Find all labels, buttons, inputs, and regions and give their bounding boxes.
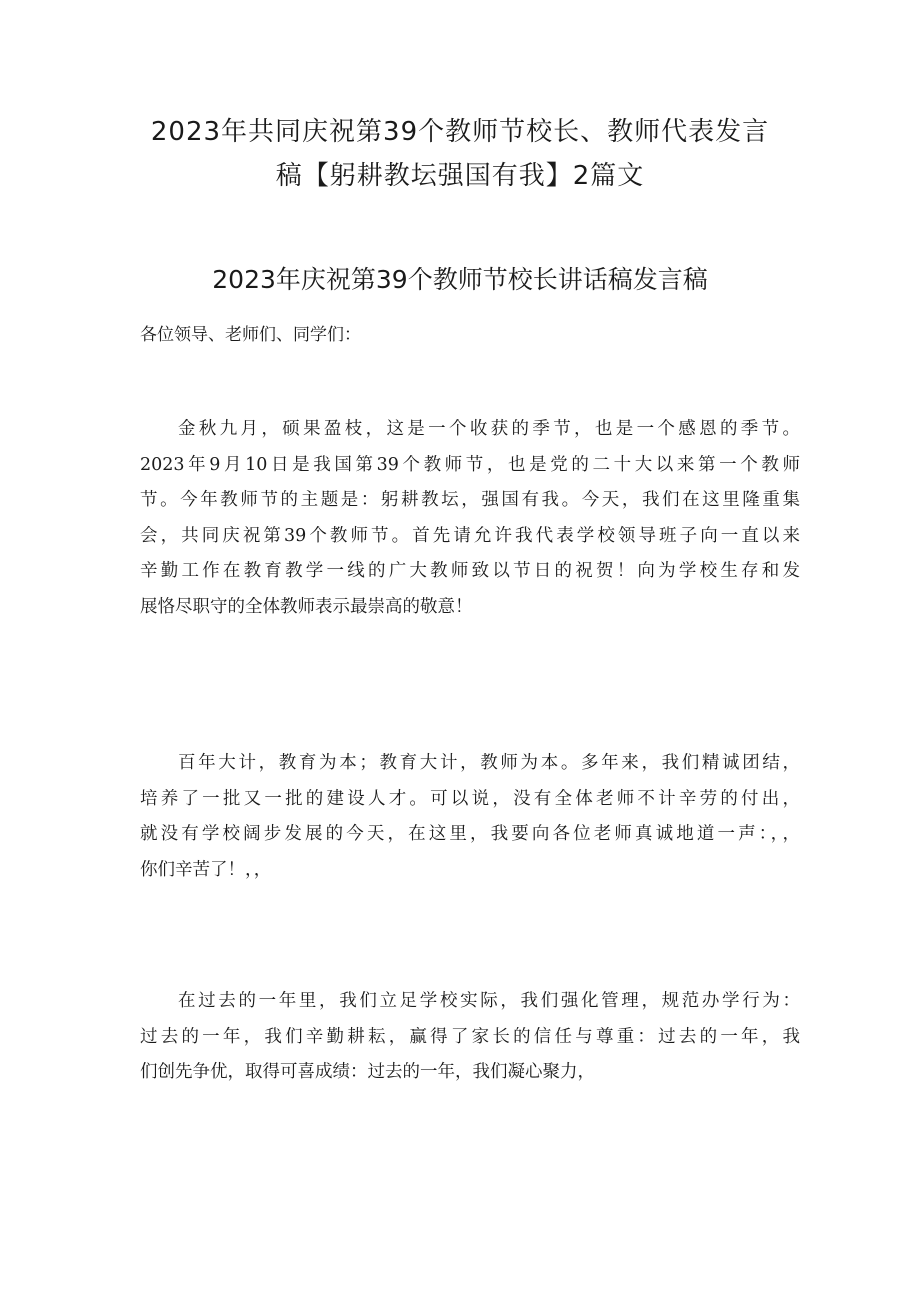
paragraph-line: 在过去的一年里，我们立足学校实际，我们强化管理，规范办学行为：: [178, 991, 800, 1011]
paragraph-line: 节。今年教师节的主题是：躬耕教坛，强国有我。今天，我们在这里隆重集: [140, 490, 800, 510]
paragraph-line: 过去的一年，我们辛勤耕耘，赢得了家长的信任与尊重：过去的一年，我: [140, 1026, 800, 1047]
document-title-line: 2023年共同庆祝第39个教师节校长、教师代表发言: [150, 117, 770, 147]
paragraph-line: 就没有学校阔步发展的今天，在这里，我要向各位老师真诚地道一声：，，: [140, 824, 800, 844]
paragraph-line: 百年大计，教育为本；教育大计，教师为本。多年来，我们精诚团结，: [178, 753, 800, 773]
salutation: 各位领导、老师们、同学们：: [140, 325, 361, 345]
document-title: [130, 110, 790, 198]
paragraph: [140, 746, 800, 888]
paragraph: [140, 984, 800, 1091]
paragraph-line: 培养了一批又一批的建设人才。可以说，没有全体老师不计辛劳的付出，: [140, 788, 800, 809]
paragraph-line: 辛勤工作在教育教学一线的广大教师致以节日的祝贺！向为学校生存和发: [140, 561, 800, 581]
paragraph-line: 会，共同庆祝第39个教师节。首先请允许我代表学校领导班子向一直以来: [140, 525, 800, 546]
paragraph: [140, 412, 800, 625]
paragraph-line: 你们辛苦了！，，: [140, 859, 272, 880]
paragraph-line: 金秋九月，硕果盈枝，这是一个收获的季节，也是一个感恩的季节。: [178, 419, 800, 439]
paragraph-line: 展恪尽职守的全体教师表示最崇高的敬意！: [140, 596, 473, 617]
speech-title: 2023年庆祝第39个教师节校长讲话稿发言稿: [212, 265, 708, 294]
paragraph-line: 2023年9月10日是我国第39个教师节，也是党的二十大以来第一个教师: [140, 454, 800, 475]
paragraph-line: 们创先争优，取得可喜成绩：过去的一年，我们凝心聚力，: [140, 1062, 595, 1082]
document-title-line: 稿【躬耕教坛强国有我】2篇文: [275, 161, 645, 191]
